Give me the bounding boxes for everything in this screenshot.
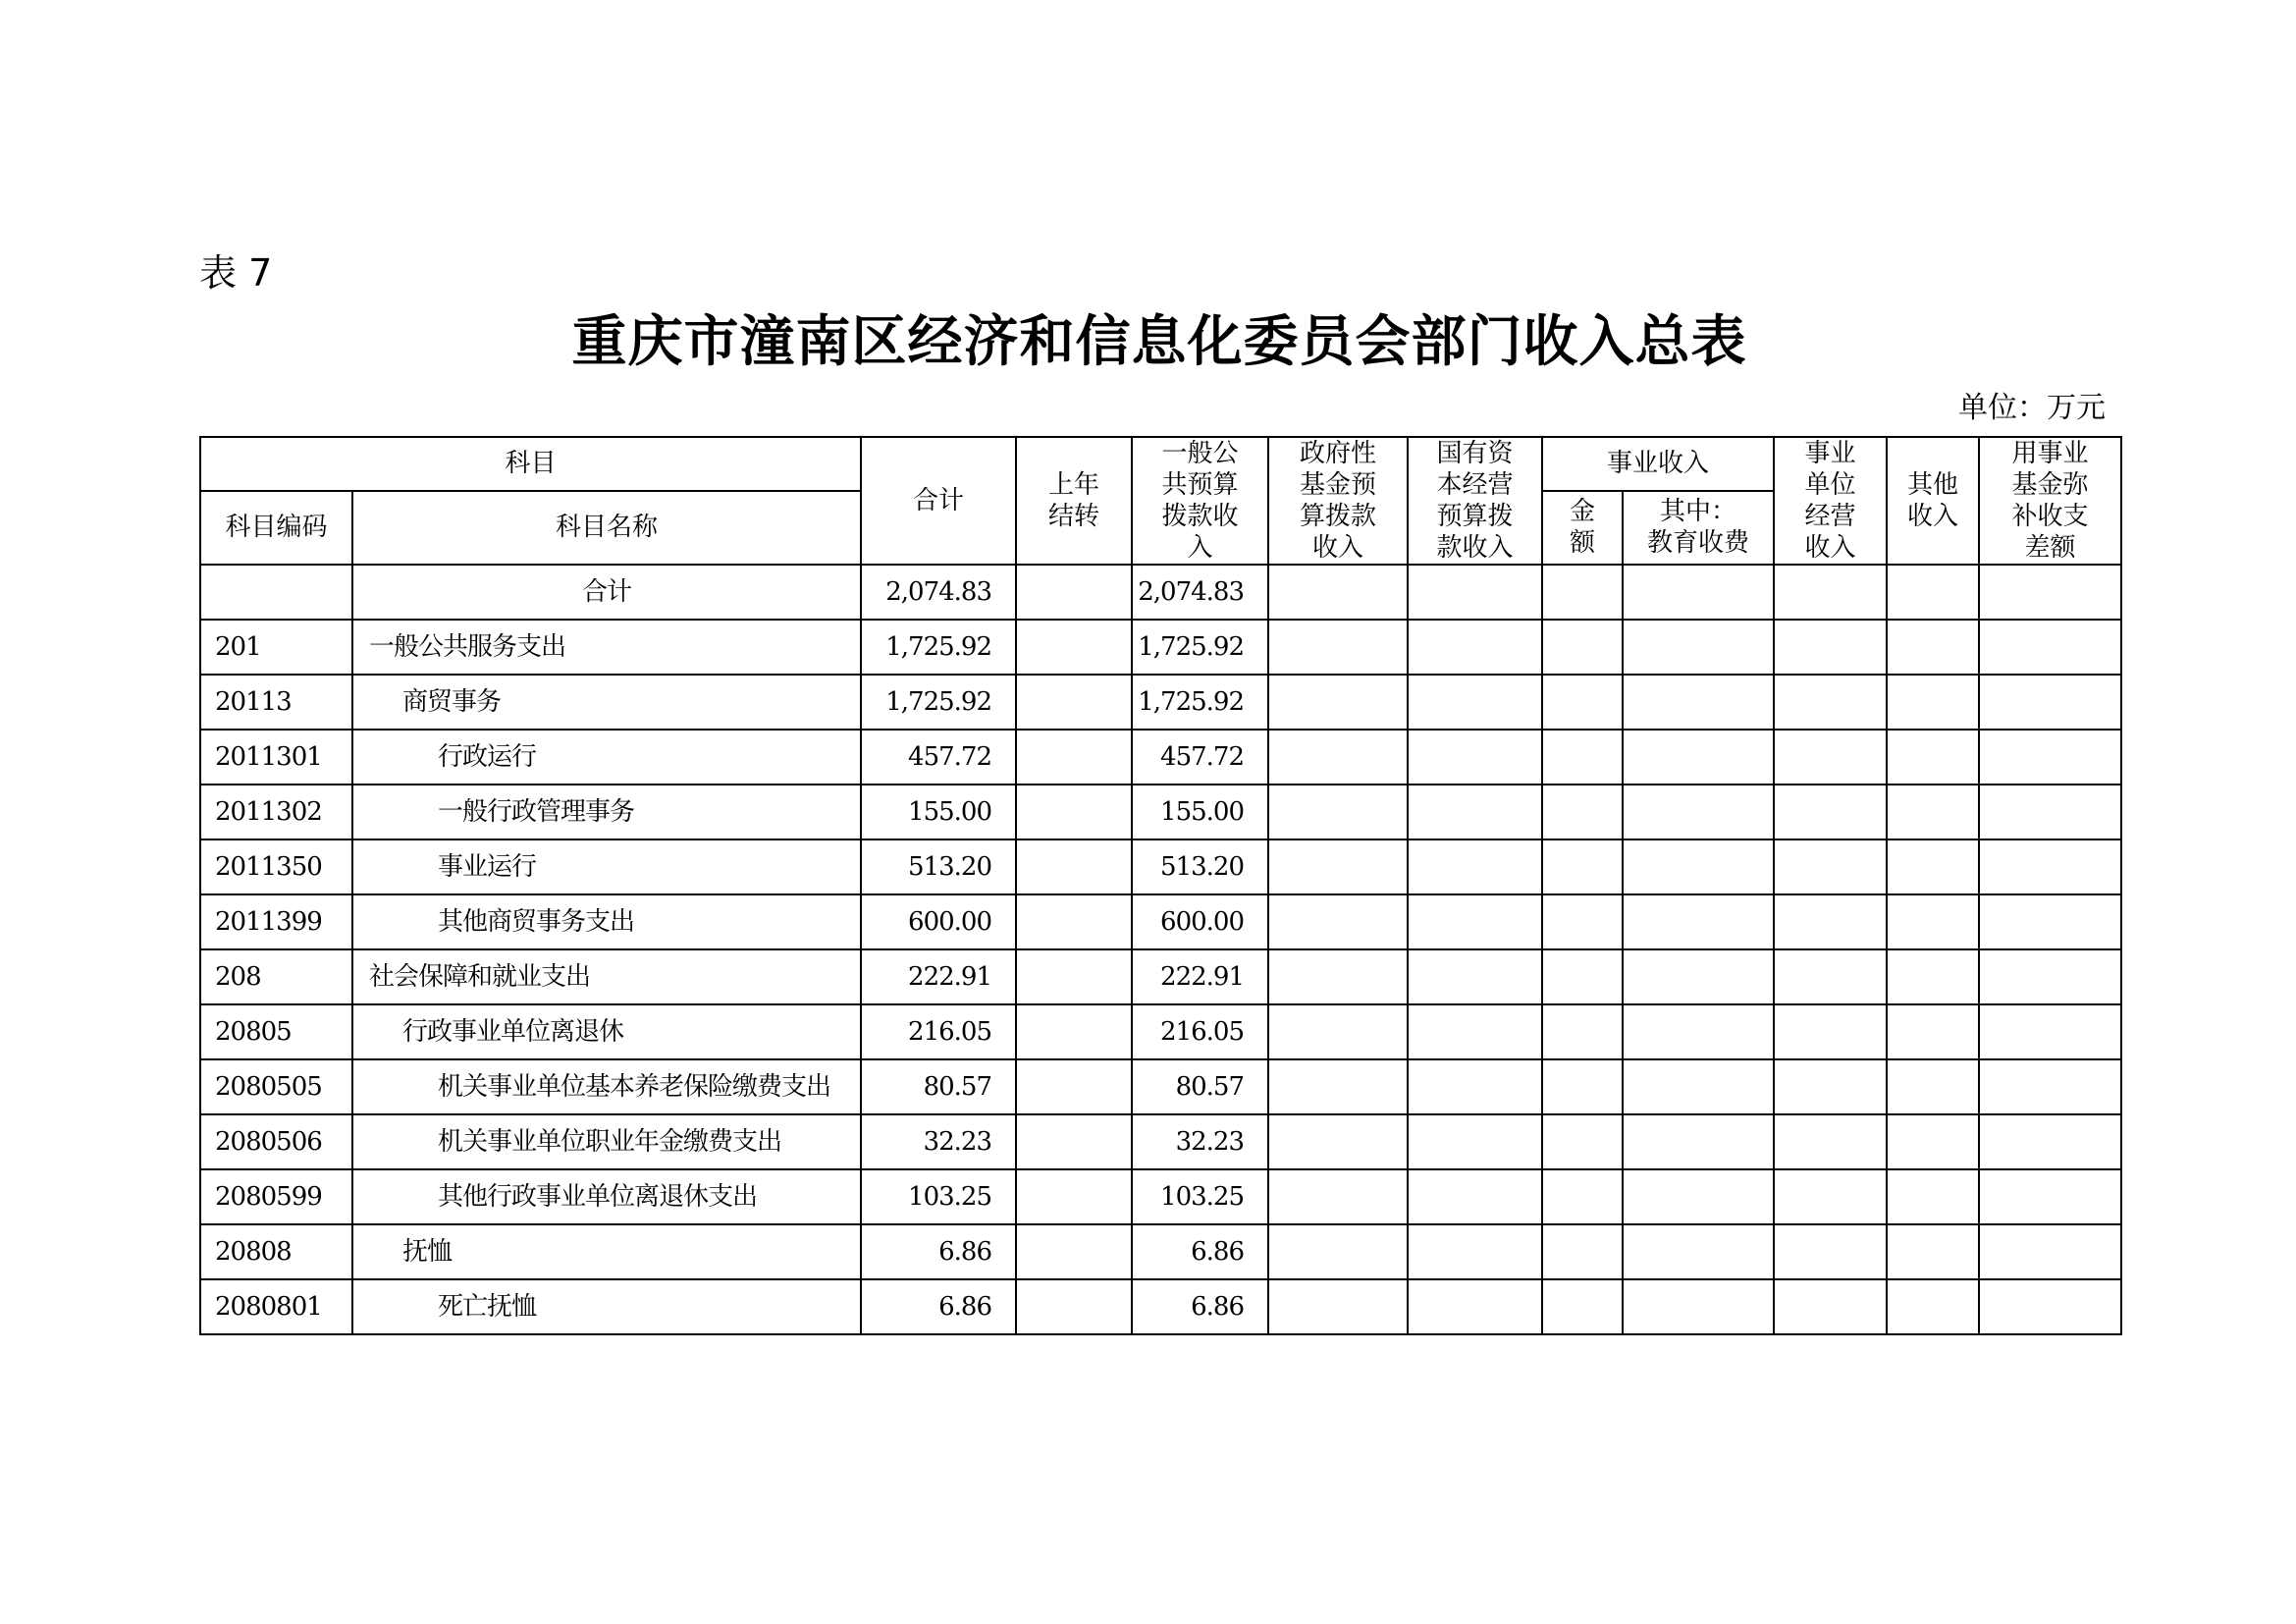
cell-subject-name: 行政事业单位离退休 — [352, 1004, 861, 1059]
cell-business-amount — [1542, 565, 1623, 620]
cell-state-capital — [1408, 894, 1542, 949]
cell-business-edu — [1623, 620, 1774, 675]
cell-unit-operating — [1774, 565, 1887, 620]
cell-unit-operating — [1774, 785, 1887, 839]
table-body — [200, 565, 2121, 1334]
cell-subject-code: 2080599 — [200, 1169, 352, 1224]
cell-unit-operating — [1774, 730, 1887, 785]
income-table — [199, 436, 2122, 1335]
cell-gov-fund — [1268, 1279, 1408, 1334]
header-subject: 科目 — [200, 437, 861, 491]
cell-subject-code: 2011399 — [200, 894, 352, 949]
cell-state-capital — [1408, 839, 1542, 894]
cell-carryover — [1016, 785, 1132, 839]
cell-business-amount — [1542, 785, 1623, 839]
cell-total: 2,074.83 — [861, 565, 1016, 620]
table-row — [200, 620, 2121, 675]
cell-subject-name: 社会保障和就业支出 — [352, 949, 861, 1004]
cell-state-capital — [1408, 1279, 1542, 1334]
cell-state-capital — [1408, 785, 1542, 839]
table-row — [200, 1279, 2121, 1334]
cell-business-amount — [1542, 1169, 1623, 1224]
cell-gov-fund — [1268, 565, 1408, 620]
cell-other-income — [1887, 730, 1979, 785]
cell-general-budget: 1,725.92 — [1132, 675, 1268, 730]
cell-total: 1,725.92 — [861, 675, 1016, 730]
cell-subject-code: 20113 — [200, 675, 352, 730]
header-business-income: 事业收入 — [1542, 437, 1774, 491]
cell-business-amount — [1542, 1224, 1623, 1279]
cell-gov-fund — [1268, 1169, 1408, 1224]
table-row — [200, 675, 2121, 730]
cell-business-edu — [1623, 949, 1774, 1004]
cell-total: 6.86 — [861, 1279, 1016, 1334]
cell-other-income — [1887, 1004, 1979, 1059]
unit-label: 单位：万元 — [1958, 391, 2106, 425]
cell-total: 600.00 — [861, 894, 1016, 949]
cell-business-edu — [1623, 1224, 1774, 1279]
cell-subject-name: 行政运行 — [352, 730, 861, 785]
cell-gov-fund — [1268, 839, 1408, 894]
table-row — [200, 1004, 2121, 1059]
cell-general-budget: 457.72 — [1132, 730, 1268, 785]
cell-general-budget: 216.05 — [1132, 1004, 1268, 1059]
table-row — [200, 565, 2121, 620]
cell-carryover — [1016, 730, 1132, 785]
cell-gov-fund — [1268, 730, 1408, 785]
cell-subject-code: 2080505 — [200, 1059, 352, 1114]
cell-unit-operating — [1774, 1114, 1887, 1169]
cell-unit-operating — [1774, 949, 1887, 1004]
cell-business-amount — [1542, 894, 1623, 949]
cell-subject-name: 机关事业单位基本养老保险缴费支出 — [352, 1059, 861, 1114]
cell-unit-operating — [1774, 1279, 1887, 1334]
cell-subject-code: 2011350 — [200, 839, 352, 894]
cell-unit-operating — [1774, 839, 1887, 894]
cell-general-budget: 1,725.92 — [1132, 620, 1268, 675]
cell-business-edu — [1623, 1059, 1774, 1114]
cell-fund-makeup — [1979, 1059, 2121, 1114]
cell-carryover — [1016, 565, 1132, 620]
cell-business-edu — [1623, 894, 1774, 949]
cell-business-amount — [1542, 730, 1623, 785]
cell-state-capital — [1408, 730, 1542, 785]
cell-business-amount — [1542, 1114, 1623, 1169]
table-row — [200, 1224, 2121, 1279]
cell-general-budget: 513.20 — [1132, 839, 1268, 894]
cell-subject-code: 2080801 — [200, 1279, 352, 1334]
table-label: 表 7 — [199, 251, 273, 295]
cell-subject-name: 死亡抚恤 — [352, 1279, 861, 1334]
header-unit-operating: 事业 单位 经营 收入 — [1774, 437, 1887, 565]
cell-subject-name: 一般行政管理事务 — [352, 785, 861, 839]
cell-carryover — [1016, 949, 1132, 1004]
cell-subject-code: 2011301 — [200, 730, 352, 785]
cell-subject-code: 208 — [200, 949, 352, 1004]
cell-carryover — [1016, 675, 1132, 730]
cell-general-budget: 32.23 — [1132, 1114, 1268, 1169]
cell-business-edu — [1623, 785, 1774, 839]
cell-state-capital — [1408, 1169, 1542, 1224]
cell-total: 457.72 — [861, 730, 1016, 785]
cell-fund-makeup — [1979, 620, 2121, 675]
header-gov-fund: 政府性 基金预 算拨款 收入 — [1268, 437, 1408, 565]
cell-business-edu — [1623, 1279, 1774, 1334]
cell-fund-makeup — [1979, 1224, 2121, 1279]
cell-general-budget: 155.00 — [1132, 785, 1268, 839]
cell-general-budget: 600.00 — [1132, 894, 1268, 949]
cell-subject-name: 一般公共服务支出 — [352, 620, 861, 675]
cell-fund-makeup — [1979, 1169, 2121, 1224]
cell-other-income — [1887, 1114, 1979, 1169]
cell-gov-fund — [1268, 620, 1408, 675]
cell-state-capital — [1408, 620, 1542, 675]
cell-unit-operating — [1774, 620, 1887, 675]
header-subject-code: 科目编码 — [200, 491, 352, 565]
cell-general-budget: 80.57 — [1132, 1059, 1268, 1114]
cell-total: 216.05 — [861, 1004, 1016, 1059]
cell-other-income — [1887, 949, 1979, 1004]
cell-subject-name: 商贸事务 — [352, 675, 861, 730]
cell-fund-makeup — [1979, 730, 2121, 785]
cell-general-budget: 6.86 — [1132, 1224, 1268, 1279]
cell-subject-code: 20805 — [200, 1004, 352, 1059]
cell-general-budget: 222.91 — [1132, 949, 1268, 1004]
cell-fund-makeup — [1979, 949, 2121, 1004]
cell-other-income — [1887, 1224, 1979, 1279]
cell-fund-makeup — [1979, 785, 2121, 839]
cell-other-income — [1887, 565, 1979, 620]
cell-business-edu — [1623, 675, 1774, 730]
header-carryover: 上年 结转 — [1016, 437, 1132, 565]
cell-subject-name: 事业运行 — [352, 839, 861, 894]
cell-other-income — [1887, 894, 1979, 949]
cell-business-amount — [1542, 1004, 1623, 1059]
header-fund-makeup: 用事业 基金弥 补收支 差额 — [1979, 437, 2121, 565]
cell-subject-code: 2080506 — [200, 1114, 352, 1169]
cell-subject-code: 20808 — [200, 1224, 352, 1279]
cell-carryover — [1016, 1224, 1132, 1279]
table-row — [200, 839, 2121, 894]
cell-total: 155.00 — [861, 785, 1016, 839]
cell-gov-fund — [1268, 1224, 1408, 1279]
table-row — [200, 730, 2121, 785]
table-row — [200, 949, 2121, 1004]
cell-gov-fund — [1268, 675, 1408, 730]
cell-state-capital — [1408, 675, 1542, 730]
table-row — [200, 785, 2121, 839]
cell-carryover — [1016, 1004, 1132, 1059]
cell-fund-makeup — [1979, 565, 2121, 620]
cell-business-amount — [1542, 1279, 1623, 1334]
header-total: 合计 — [861, 437, 1016, 565]
cell-fund-makeup — [1979, 839, 2121, 894]
cell-other-income — [1887, 675, 1979, 730]
cell-unit-operating — [1774, 1169, 1887, 1224]
cell-fund-makeup — [1979, 1114, 2121, 1169]
cell-general-budget: 6.86 — [1132, 1279, 1268, 1334]
header-subject-name: 科目名称 — [352, 491, 861, 565]
cell-total: 513.20 — [861, 839, 1016, 894]
cell-state-capital — [1408, 1224, 1542, 1279]
cell-fund-makeup — [1979, 894, 2121, 949]
cell-total: 222.91 — [861, 949, 1016, 1004]
cell-unit-operating — [1774, 894, 1887, 949]
header-business-edu: 其中： 教育收费 — [1623, 491, 1774, 565]
cell-state-capital — [1408, 1114, 1542, 1169]
cell-other-income — [1887, 620, 1979, 675]
cell-business-amount — [1542, 949, 1623, 1004]
cell-carryover — [1016, 620, 1132, 675]
cell-business-edu — [1623, 565, 1774, 620]
cell-total: 6.86 — [861, 1224, 1016, 1279]
cell-unit-operating — [1774, 1004, 1887, 1059]
cell-carryover — [1016, 1279, 1132, 1334]
cell-fund-makeup — [1979, 1279, 2121, 1334]
cell-other-income — [1887, 785, 1979, 839]
cell-business-edu — [1623, 1169, 1774, 1224]
cell-state-capital — [1408, 565, 1542, 620]
cell-gov-fund — [1268, 1004, 1408, 1059]
cell-other-income — [1887, 1279, 1979, 1334]
cell-fund-makeup — [1979, 675, 2121, 730]
cell-business-edu — [1623, 1004, 1774, 1059]
cell-business-edu — [1623, 839, 1774, 894]
cell-general-budget: 2,074.83 — [1132, 565, 1268, 620]
cell-business-edu — [1623, 1114, 1774, 1169]
cell-subject-code: 201 — [200, 620, 352, 675]
cell-state-capital — [1408, 949, 1542, 1004]
cell-unit-operating — [1774, 1059, 1887, 1114]
cell-gov-fund — [1268, 1059, 1408, 1114]
cell-other-income — [1887, 839, 1979, 894]
table-row — [200, 1059, 2121, 1114]
cell-business-amount — [1542, 620, 1623, 675]
cell-subject-code — [200, 565, 352, 620]
cell-general-budget: 103.25 — [1132, 1169, 1268, 1224]
cell-carryover — [1016, 839, 1132, 894]
header-other-income: 其他 收入 — [1887, 437, 1979, 565]
cell-subject-name: 合计 — [352, 565, 861, 620]
table-row — [200, 894, 2121, 949]
cell-other-income — [1887, 1059, 1979, 1114]
page-title: 重庆市潼南区经济和信息化委员会部门收入总表 — [571, 309, 1747, 374]
cell-gov-fund — [1268, 785, 1408, 839]
cell-unit-operating — [1774, 675, 1887, 730]
cell-carryover — [1016, 894, 1132, 949]
cell-subject-name: 抚恤 — [352, 1224, 861, 1279]
cell-fund-makeup — [1979, 1004, 2121, 1059]
table-row — [200, 1169, 2121, 1224]
cell-total: 80.57 — [861, 1059, 1016, 1114]
cell-gov-fund — [1268, 1114, 1408, 1169]
cell-subject-code: 2011302 — [200, 785, 352, 839]
cell-business-amount — [1542, 1059, 1623, 1114]
cell-carryover — [1016, 1059, 1132, 1114]
header-state-capital: 国有资 本经营 预算拨 款收入 — [1408, 437, 1542, 565]
cell-unit-operating — [1774, 1224, 1887, 1279]
cell-business-amount — [1542, 839, 1623, 894]
cell-state-capital — [1408, 1004, 1542, 1059]
cell-carryover — [1016, 1114, 1132, 1169]
cell-business-edu — [1623, 730, 1774, 785]
header-business-amount: 金 额 — [1542, 491, 1623, 565]
cell-other-income — [1887, 1169, 1979, 1224]
cell-subject-name: 其他商贸事务支出 — [352, 894, 861, 949]
cell-subject-name: 其他行政事业单位离退休支出 — [352, 1169, 861, 1224]
cell-subject-name: 机关事业单位职业年金缴费支出 — [352, 1114, 861, 1169]
cell-total: 103.25 — [861, 1169, 1016, 1224]
cell-gov-fund — [1268, 894, 1408, 949]
table-row — [200, 1114, 2121, 1169]
cell-state-capital — [1408, 1059, 1542, 1114]
header-general-budget: 一般公 共预算 拨款收 入 — [1132, 437, 1268, 565]
cell-total: 1,725.92 — [861, 620, 1016, 675]
cell-carryover — [1016, 1169, 1132, 1224]
cell-business-amount — [1542, 675, 1623, 730]
cell-gov-fund — [1268, 949, 1408, 1004]
cell-total: 32.23 — [861, 1114, 1016, 1169]
